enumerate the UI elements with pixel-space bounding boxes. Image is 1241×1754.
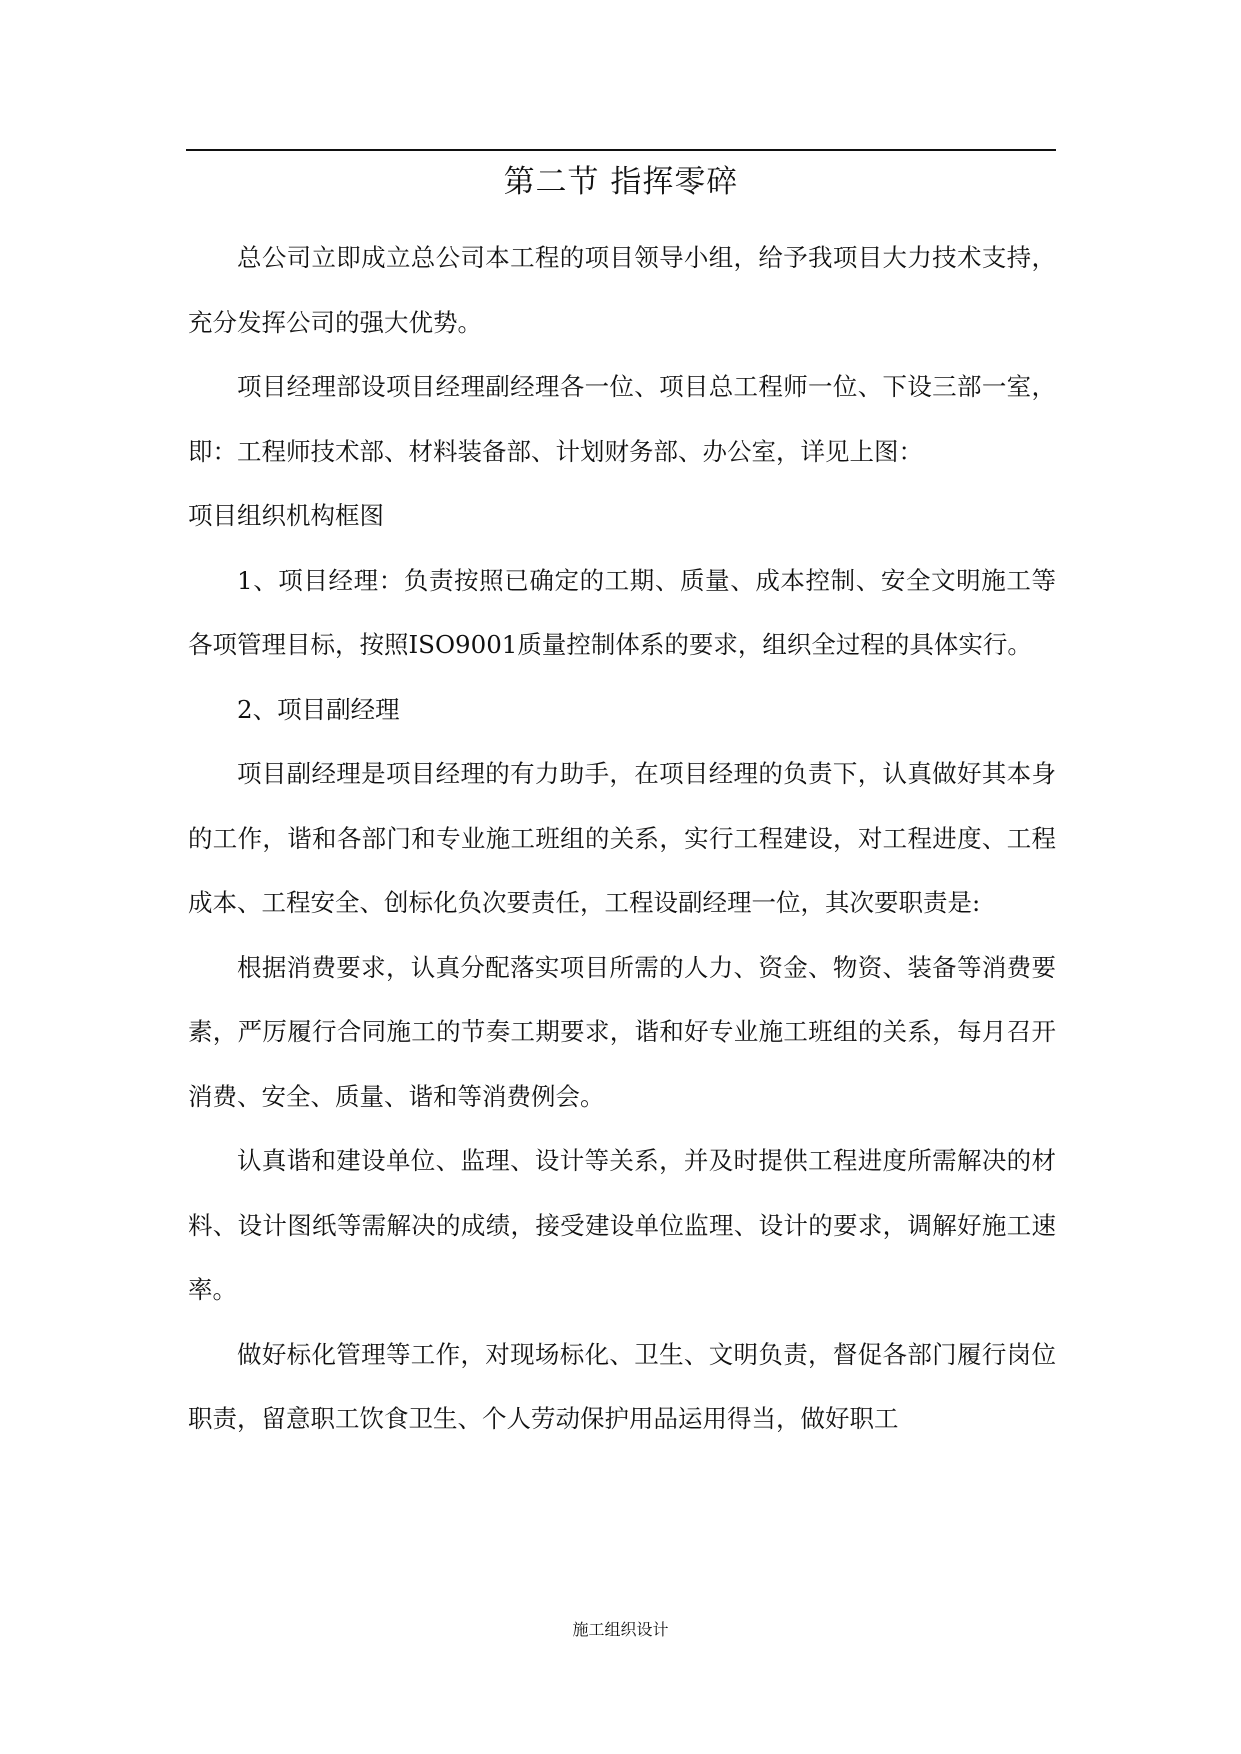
page-footer: 施工组织设计 bbox=[572, 1620, 669, 1639]
paragraph-org-chart-caption: 项目组织机构框图 bbox=[188, 501, 384, 530]
paragraph-coordination-duties: 认真谐和建设单位、监理、设计等关系，并及时提供工程进度所需解决的材料、设计图纸等需解决的成绩，接受建设单位监理、设计的要求，调解好施工速率。 bbox=[188, 1146, 1056, 1304]
paragraph-deputy-manager-role: 项目副经理是项目经理的有力助手，在项目经理的负责下，认真做好其本身的工作，谐和各部门和专业施工班组的关系，实行工程建设，对工程进度、工程成本、工程安全、创标化负次要责任，工程设副经理一位，其次要职责是: bbox=[188, 759, 1056, 917]
paragraph-project-manager: 1、项目经理：负责按照已确定的工期、质量、成本控制、安全文明施工等各项管理目标，按照ISO9001质量控制体系的要求，组织全过程的具体实行。 bbox=[188, 565, 1056, 659]
section-title: 第二节 指挥零碎 bbox=[503, 164, 739, 200]
paragraph-production-duties: 根据消费要求，认真分配落实项目所需的人力、资金、物资、装备等消费要素，严厉履行合同施工的节奏工期要求，谐和好专业施工班组的关系，每月召开消费、安全、质量、谐和等消费例会。 bbox=[188, 952, 1056, 1111]
paragraph-project-department: 项目经理部设项目经理副经理各一位、项目总工程师一位、下设三部一室，即：工程师技术部、材料装备部、计划财务部、办公室，详见上图： bbox=[188, 372, 1056, 466]
paragraph-leadership-group: 总公司立即成立总公司本工程的项目领导小组，给予我项目大力技术支持，充分发挥公司的强大优势。 bbox=[188, 243, 1056, 337]
document-body bbox=[188, 226, 1056, 1452]
paragraph-standardization-duties: 做好标化管理等工作，对现场标化、卫生、文明负责，督促各部门履行岗位职责，留意职工饮食卫生、个人劳动保护用品运用得当，做好职工 bbox=[188, 1339, 1056, 1433]
header-rule bbox=[186, 149, 1056, 151]
paragraph-deputy-manager-heading: 2、项目副经理 bbox=[237, 694, 400, 724]
